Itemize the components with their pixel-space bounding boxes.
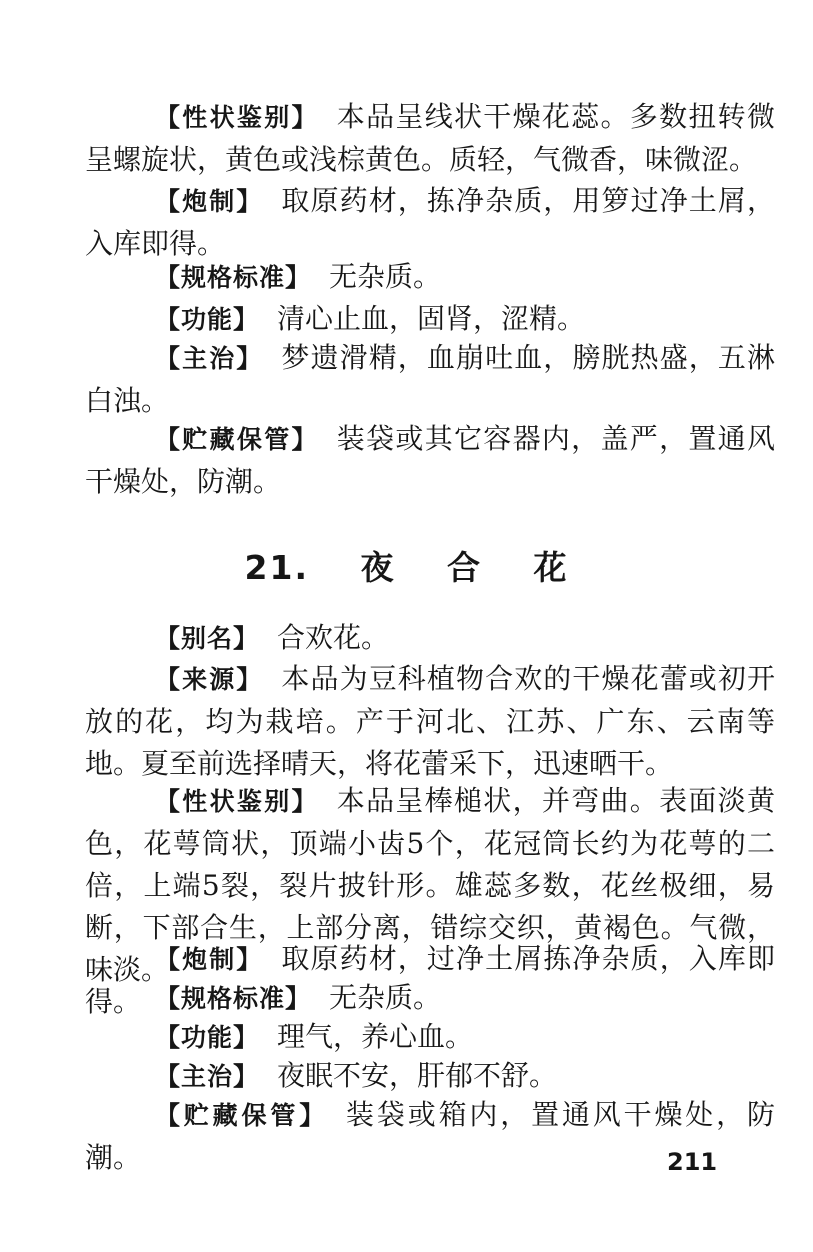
section-text: 本品呈棒槌状，并弯曲。表面淡黄色，花萼筒状，顶端小齿5个，花冠筒长约为花萼的二倍，上端5裂，裂片披针形。雄蕊多数，花丝极细，易断，下部合生，上部分离，错综交织，黄褐色。气微，味淡。 — [85, 784, 775, 986]
section-heading: 【性状鉴别】 — [155, 787, 319, 816]
section-heading: 【功能】 — [155, 305, 260, 334]
section-heading: 【炮制】 — [155, 187, 264, 216]
paragraph-standard — [85, 977, 775, 1020]
section-heading: 【贮藏保管】 — [155, 425, 319, 454]
paragraph-prev-indication — [85, 337, 775, 422]
section-heading: 【规格标准】 — [155, 263, 312, 292]
paragraph-prev-appearance — [85, 96, 775, 181]
section-text: 本品呈线状干燥花蕊。多数扭转微呈螺旋状，黄色或浅棕黄色。质轻，气微香，味微涩。 — [85, 100, 775, 176]
paragraph-prev-standard — [85, 256, 775, 299]
paragraph-alias — [85, 617, 775, 660]
page-number: 211 — [667, 1148, 718, 1176]
section-text: 梦遗滑精，血崩吐血，膀胱热盛，五淋白浊。 — [85, 341, 775, 417]
section-text: 装袋或其它容器内，盖严，置通风干燥处，防潮。 — [85, 422, 775, 498]
section-heading: 【贮藏保管】 — [155, 1101, 329, 1130]
section-text: 清心止血，固肾，涩精。 — [277, 302, 586, 335]
section-text: 取原药材，拣净杂质，用箩过净土屑，入库即得。 — [85, 184, 775, 260]
section-heading: 【主治】 — [155, 1062, 260, 1091]
entry-title: 21. 夜 合 花 — [244, 548, 569, 587]
paragraph-prev-storage — [85, 418, 775, 503]
section-text: 无杂质。 — [329, 260, 442, 293]
section-text: 本品为豆科植物合欢的干燥花蕾或初开放的花，均为栽培。产于河北、江苏、广东、云南等地。夏至前选择晴天，将花蕾采下，迅速晒干。 — [85, 662, 775, 780]
paragraph-indication — [85, 1055, 775, 1098]
section-heading: 【炮制】 — [155, 945, 264, 974]
section-heading: 【来源】 — [155, 665, 264, 694]
section-text: 理气，养心血。 — [277, 1020, 474, 1053]
section-heading: 【规格标准】 — [155, 984, 312, 1013]
section-heading: 【别名】 — [155, 624, 260, 653]
paragraph-function — [85, 1016, 775, 1059]
section-text: 合欢花。 — [277, 621, 390, 654]
section-text: 取原药材，过净土屑拣净杂质，入库即得。 — [85, 942, 775, 1018]
section-text: 夜眠不安，肝郁不舒。 — [277, 1059, 558, 1092]
section-heading: 【性状鉴别】 — [155, 103, 319, 132]
section-heading: 【主治】 — [155, 344, 264, 373]
paragraph-source — [85, 658, 775, 785]
paragraph-prev-function — [85, 298, 775, 341]
section-text: 无杂质。 — [329, 981, 442, 1014]
section-text: 装袋或箱内，置通风干燥处，防潮。 — [85, 1098, 775, 1174]
section-heading: 【功能】 — [155, 1023, 260, 1052]
paragraph-prev-processing — [85, 180, 775, 265]
